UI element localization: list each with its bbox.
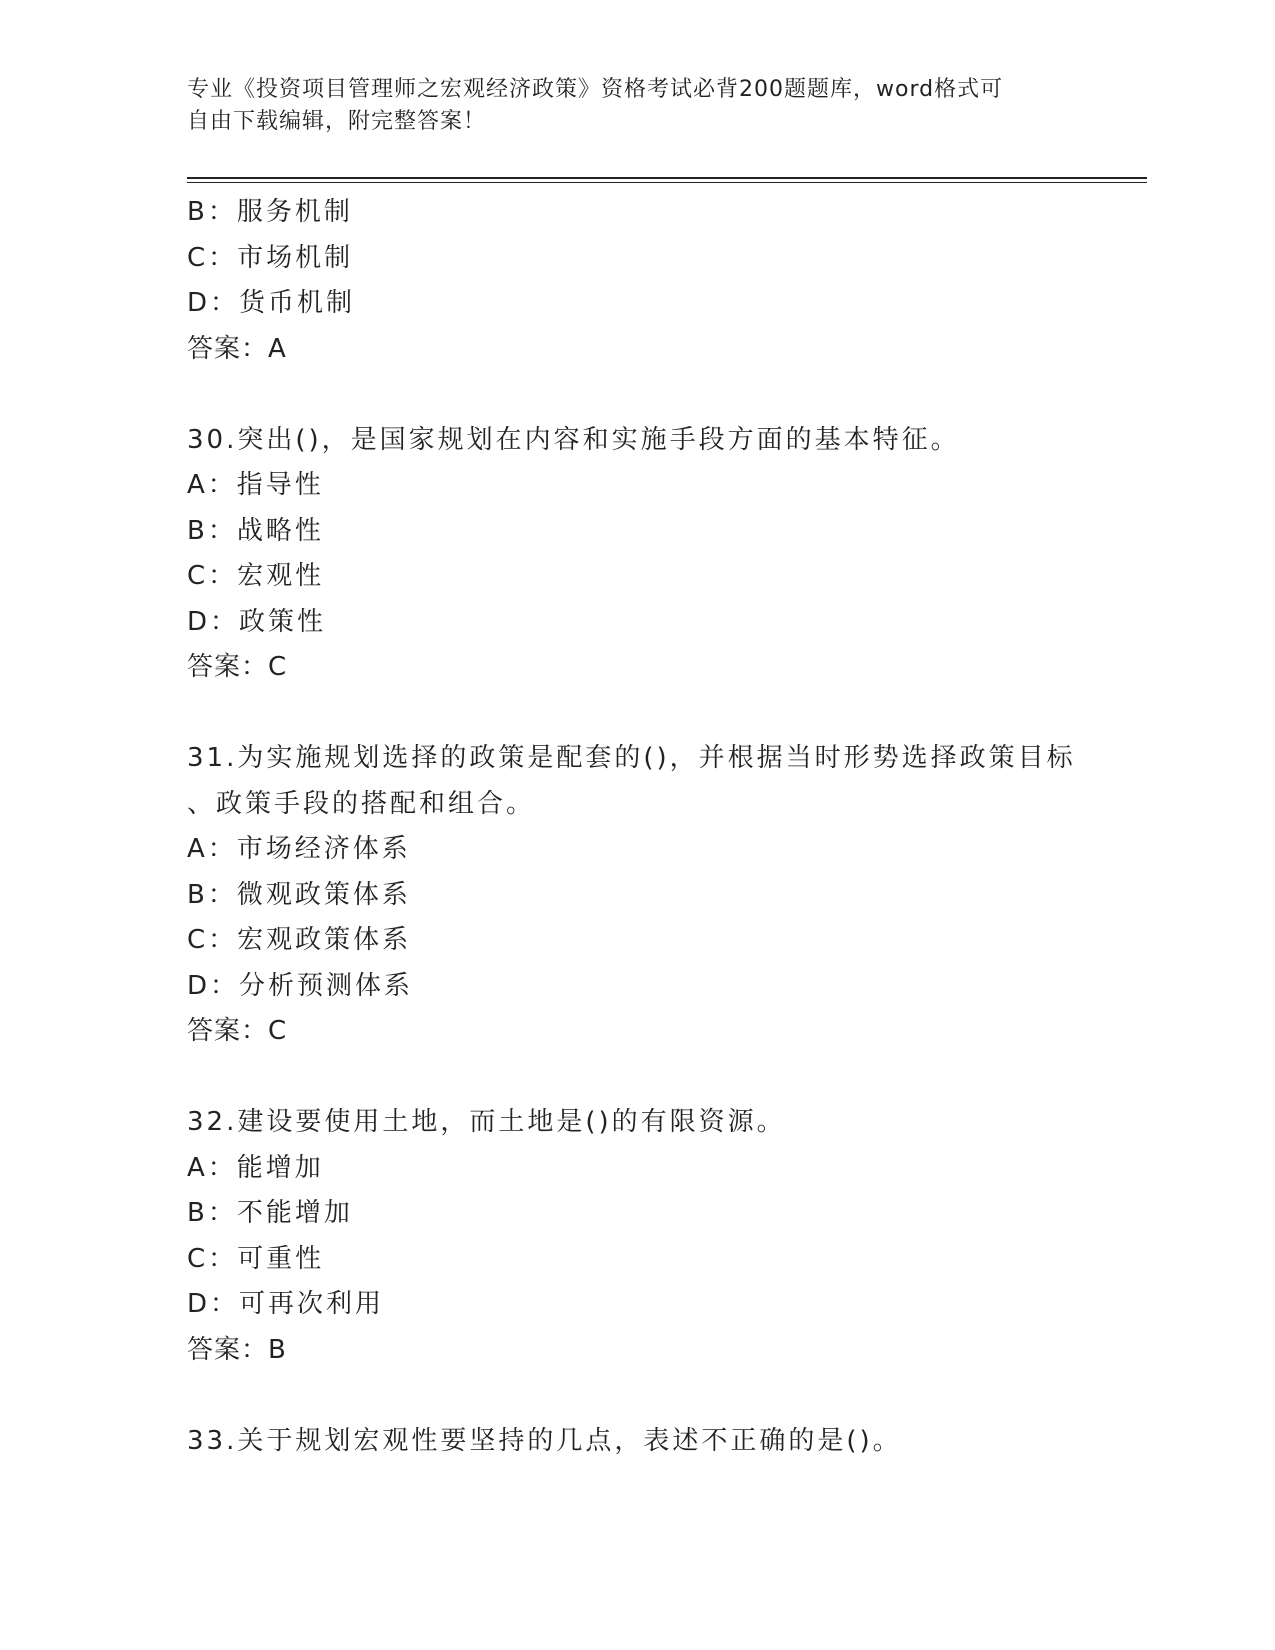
- spacer: [187, 372, 1137, 418]
- answer: 答案：C: [187, 652, 288, 682]
- option-c: C：宏观政策体系: [187, 925, 412, 955]
- option-d: D：分析预测体系: [187, 970, 414, 1001]
- option-b: B：服务机制: [187, 197, 353, 227]
- spacer: [187, 1373, 1137, 1419]
- option-a: A：市场经济体系: [187, 834, 411, 864]
- question-32: [187, 1100, 1137, 1373]
- option-a: A：能增加: [187, 1152, 324, 1183]
- option-d: D：货币机制: [187, 288, 356, 318]
- question-29-fragment: [187, 190, 1137, 372]
- document-header: [187, 74, 1087, 138]
- question-list: [187, 190, 1137, 1464]
- answer: 答案：C: [187, 1016, 288, 1046]
- option-a: A：指导性: [187, 470, 324, 500]
- question-text: 33.关于规划宏观性要坚持的几点，表述不正确的是()。: [187, 1425, 902, 1456]
- question-31: [187, 736, 1137, 1055]
- option-d: D：政策性: [187, 606, 327, 637]
- header-line-1: 专业《投资项目管理师之宏观经济政策》资格考试必背200题题库，word格式可: [187, 77, 1004, 102]
- question-text: 30.突出()，是国家规划在内容和实施手段方面的基本特征。: [187, 424, 960, 455]
- question-30: [187, 418, 1137, 691]
- header-divider-thin: [187, 182, 1147, 183]
- option-c: C：可重性: [187, 1243, 325, 1274]
- answer: 答案：A: [187, 333, 287, 364]
- header-line-2: 自由下载编辑，附完整答案！: [187, 109, 487, 134]
- option-d: D：可再次利用: [187, 1289, 385, 1319]
- spacer: [187, 1055, 1137, 1101]
- option-b: B：战略性: [187, 515, 324, 546]
- question-33: [187, 1419, 1137, 1465]
- question-text-line-1: 31.为实施规划选择的政策是配套的()，并根据当时形势选择政策目标: [187, 743, 1076, 773]
- answer: 答案：B: [187, 1334, 287, 1365]
- header-divider-thick: [187, 177, 1147, 179]
- option-c: C：市场机制: [187, 242, 354, 273]
- spacer: [187, 691, 1137, 737]
- option-b: B：微观政策体系: [187, 879, 411, 910]
- question-text: 32.建设要使用土地，而土地是()的有限资源。: [187, 1107, 786, 1137]
- question-text-line-2: 、政策手段的搭配和组合。: [187, 788, 536, 819]
- option-b: B：不能增加: [187, 1198, 353, 1228]
- option-c: C：宏观性: [187, 561, 325, 591]
